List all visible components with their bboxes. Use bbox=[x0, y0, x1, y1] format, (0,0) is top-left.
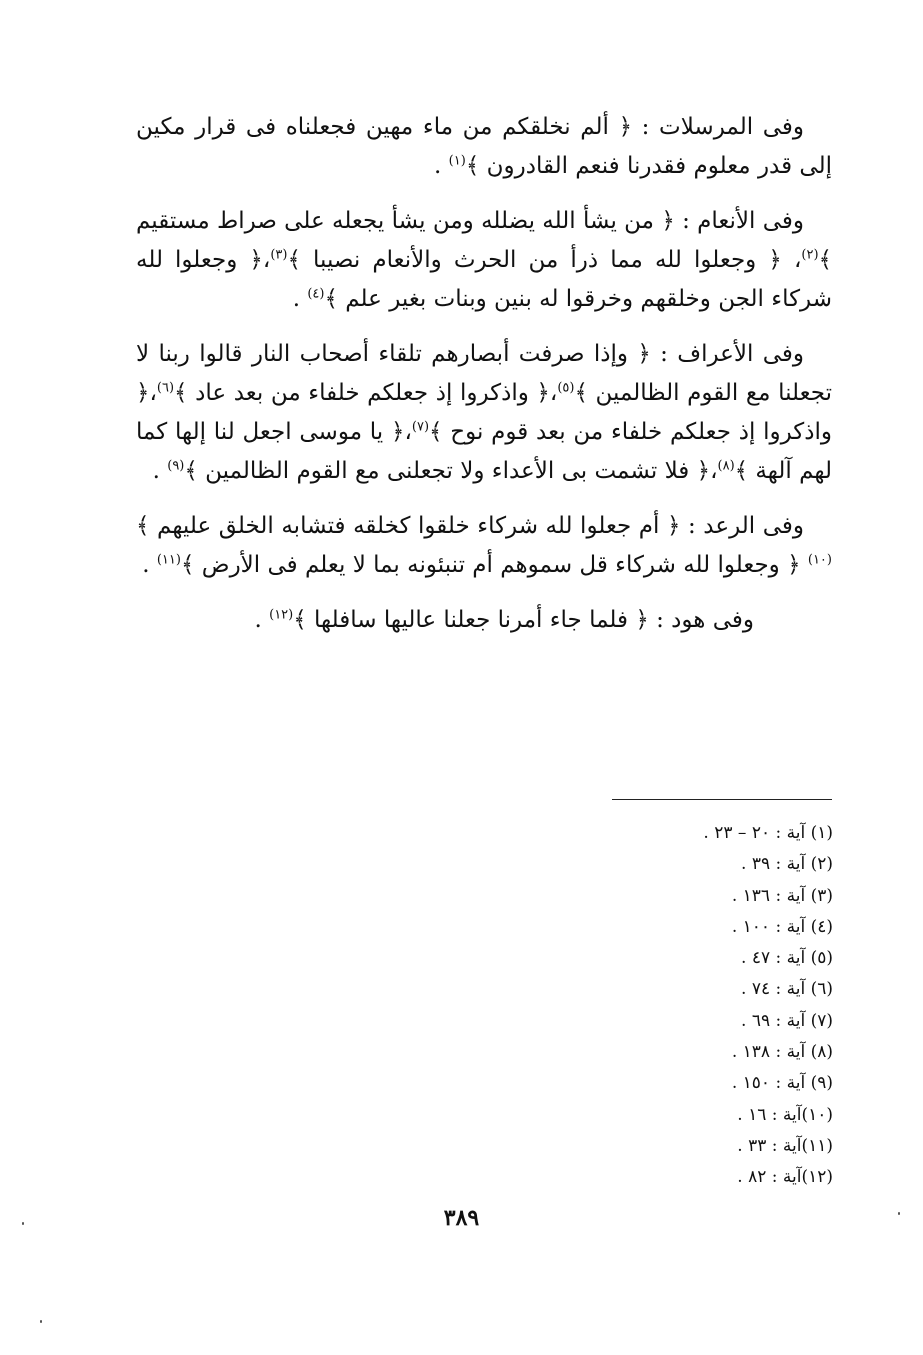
verse-text: وفى الأعراف : ﴿ وإذا صرفت أبصارهم تلقاء أصحاب النار قالوا ربنا لا تجعلنا مع القوم الظالمين ﴾ bbox=[136, 341, 832, 406]
verse-text: ،﴿ وجعلوا لله شركاء الجن وخلقهم وخرقوا له بنين وبنات بغير علم ﴾ bbox=[136, 247, 832, 312]
footnote-mark: (٥) bbox=[557, 380, 575, 396]
footnote-item: (٩) آية : ١٥٠ . bbox=[731, 1073, 833, 1094]
verse-text: ،﴿ واذكروا إذ جعلكم خلفاء من بعد قوم نوح ﴾ bbox=[136, 380, 832, 445]
verse-text: ،﴿ يا موسى اجعل لنا إلها كما لهم آلهة ﴾ bbox=[136, 419, 832, 484]
period: . bbox=[152, 458, 168, 484]
footnote-item: (١٢)آية : ٨٢ . bbox=[737, 1167, 833, 1188]
paragraph-anam bbox=[136, 202, 832, 319]
verse-text: وفى الأنعام : ﴿ من يشأ الله يضلله ومن يشأ يجعله على صراط مستقيم ﴾ bbox=[136, 208, 832, 273]
footnote-item: (٣) آية : ١٣٦ . bbox=[731, 885, 833, 906]
verse-text: وفى الرعد : ﴿ أم جعلوا لله شركاء خلقوا كخلقه فتشابه الخلق عليهم ﴾ bbox=[136, 513, 804, 539]
paragraph-araf bbox=[136, 335, 832, 491]
scan-speck bbox=[40, 1320, 42, 1323]
footnote-mark: (٢) bbox=[801, 247, 819, 263]
footnote-item: (٢) آية : ٣٩ . bbox=[741, 854, 833, 875]
scan-speck bbox=[22, 1222, 24, 1225]
footnote-item: (٨) آية : ١٣٨ . bbox=[731, 1042, 833, 1063]
footnote-mark: (٩) bbox=[167, 458, 185, 474]
footnote-mark: (٧) bbox=[411, 419, 430, 435]
footnote-mark: (١٠) bbox=[807, 552, 832, 568]
footnote-mark: (٣) bbox=[270, 247, 288, 263]
footnote-item: (١) آية : ٢٠ – ٢٣ . bbox=[703, 823, 833, 843]
period: . bbox=[434, 153, 449, 179]
verse-text: وفى هود : ﴿ فلما جاء أمرنا جعلنا عاليها سافلها ﴾ bbox=[293, 607, 754, 633]
verse-text: ﴿ وجعلوا لله شركاء قل سموهم أم تنبئونه بما لا يعلم فى الأرض ﴾ bbox=[180, 552, 801, 578]
main-text bbox=[136, 108, 832, 656]
footnote-mark: (٨) bbox=[717, 458, 735, 474]
footnote-mark: (١١) bbox=[156, 552, 181, 568]
footnote-item: (١٠)آية : ١٦ . bbox=[737, 1104, 833, 1125]
footnote-item: (٤) آية : ١٠٠ . bbox=[731, 916, 833, 937]
scan-speck bbox=[898, 1212, 900, 1215]
period: . bbox=[142, 552, 157, 578]
footnote-mark: (٦) bbox=[156, 380, 175, 396]
footnote-mark: (١٢) bbox=[269, 607, 294, 623]
verse-text: ،﴿ فلا تشمت بى الأعداء ولا تجعلنى مع القوم الظالمين ﴾ bbox=[184, 458, 718, 484]
paragraph-hud bbox=[136, 601, 832, 640]
footnote-item: (٥) آية : ٤٧ . bbox=[741, 948, 833, 969]
footnote-divider bbox=[612, 799, 832, 800]
page-number: ٣٨٩ bbox=[443, 1205, 480, 1231]
footnote-mark: (٤) bbox=[307, 286, 325, 302]
footnote-mark: (١) bbox=[448, 153, 466, 169]
footnote-item: (١١)آية : ٣٣ . bbox=[737, 1135, 833, 1156]
verse-text: ، ﴿ وجعلوا لله مما ذرأ من الحرث والأنعام نصيبا ﴾ bbox=[287, 247, 802, 273]
period: . bbox=[292, 286, 308, 312]
period: . bbox=[254, 607, 270, 633]
verse-text: وفى المرسلات : ﴿ ألم نخلقكم من ماء مهين فجعلناه فى قرار مكين إلى قدر معلوم فقدرنا فنعم القادرون ﴾ bbox=[136, 114, 832, 179]
footnote-list bbox=[533, 818, 833, 1194]
paragraph-raad bbox=[136, 507, 832, 585]
footnote-item: (٧) آية : ٦٩ . bbox=[741, 1010, 833, 1031]
footnote-item: (٦) آية : ٧٤ . bbox=[741, 979, 833, 1000]
paragraph-mursalat bbox=[136, 108, 832, 186]
verse-text: ،﴿ واذكروا إذ جعلكم خلفاء من بعد عاد ﴾ bbox=[174, 380, 558, 406]
